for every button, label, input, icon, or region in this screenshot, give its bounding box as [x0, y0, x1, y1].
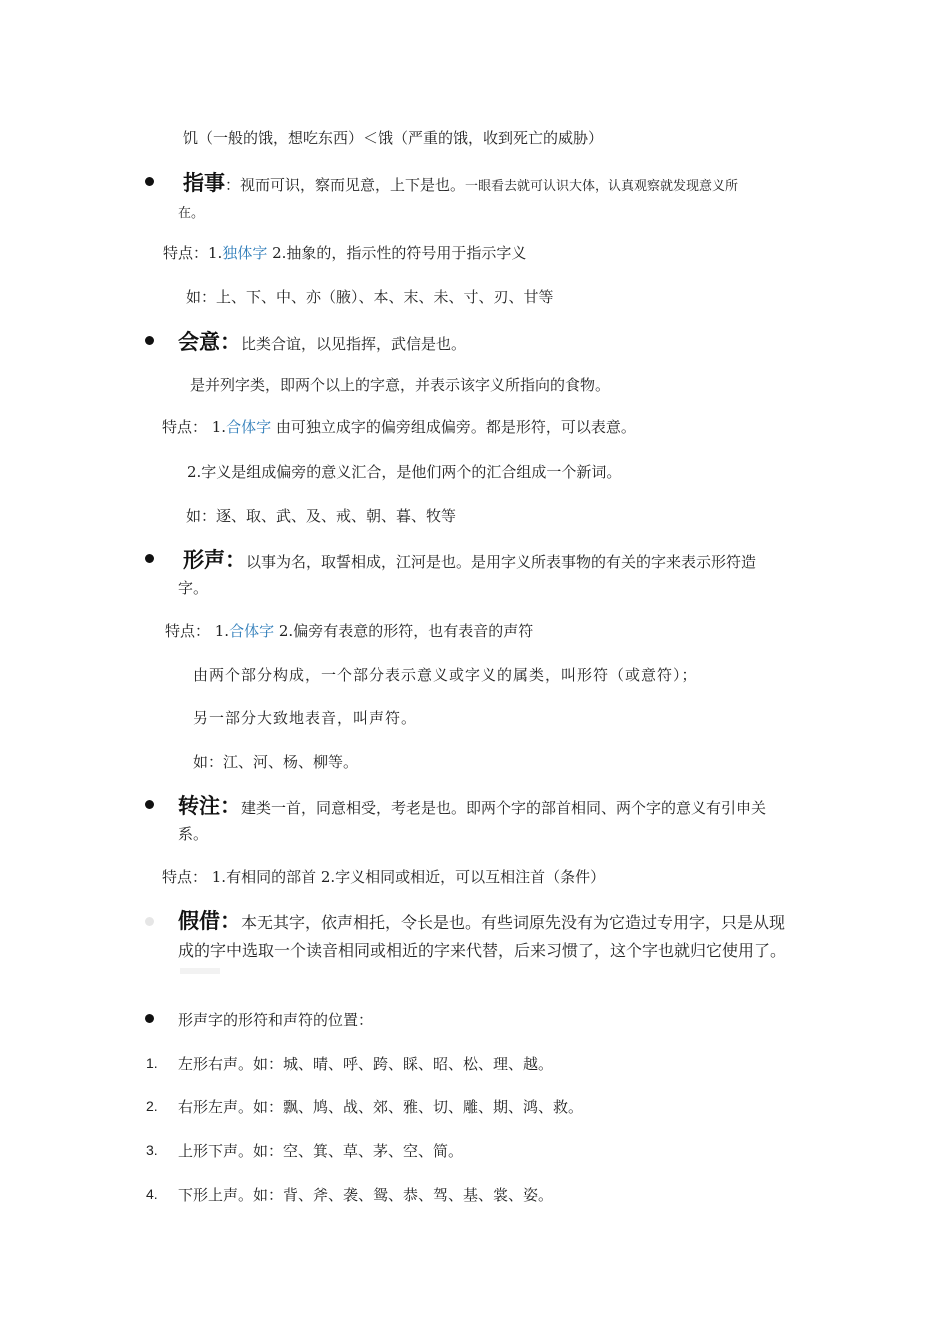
- xingsheng-heading: [183, 544, 756, 574]
- xingsheng-examples: 如：江、河、杨、柳等。: [193, 753, 359, 771]
- xingsheng-title: 形声：: [183, 548, 246, 572]
- feature-highlight: 合体字: [229, 622, 275, 640]
- feature-prefix: 特点： 1.: [165, 622, 230, 640]
- jiajie-heading: [178, 905, 785, 935]
- zhishi-definition: ：视而可识，察而见意，上下是也。: [225, 176, 466, 194]
- position-header: 形声字的形符和声符的位置：: [178, 1011, 374, 1029]
- xingsheng-definition-continued: 字。: [178, 579, 209, 597]
- huiyi-features: [162, 416, 636, 437]
- zhishi-note-continued: 在。: [178, 206, 205, 221]
- zhishi-features: [163, 242, 526, 263]
- feature-rest: 由可独立成字的偏旁组成偏旁。都是形符，可以表意。: [271, 418, 636, 436]
- zhuanzhu-title: 转注：: [178, 794, 241, 818]
- faint-mark: [180, 968, 220, 974]
- zhuanzhu-definition-continued: 系。: [178, 825, 209, 843]
- list-number: 2.: [146, 1098, 158, 1114]
- feature-prefix: 特点：1.: [163, 244, 223, 262]
- list-number: 1.: [146, 1055, 158, 1071]
- huiyi-definition: 比类合谊，以见指挥，武信是也。: [241, 335, 467, 353]
- bullet-icon: [145, 1014, 154, 1023]
- jiajie-title: 假借：: [178, 909, 241, 933]
- feature-highlight: 合体字: [226, 418, 272, 436]
- huiyi-title: 会意：: [178, 330, 241, 354]
- xingsheng-description-2: 另一部分大致地表音，叫声符。: [193, 709, 418, 727]
- list-item: 下形上声。如：背、斧、袭、鸳、恭、驾、基、裳、姿。: [178, 1186, 554, 1204]
- feature-highlight: 独体字: [222, 244, 268, 262]
- list-number: 4.: [146, 1186, 158, 1202]
- zhishi-heading: [183, 167, 738, 197]
- ji-line: 饥（一般的饿，想吃东西）＜饿（严重的饿，收到死亡的威胁）: [183, 129, 604, 147]
- zhishi-title: 指事: [183, 171, 225, 195]
- bullet-icon: [145, 177, 154, 186]
- zhuanzhu-features: 特点： 1.有相同的部首 2.字义相同或相近，可以互相注首（条件）: [162, 868, 606, 886]
- bullet-icon: [145, 554, 154, 563]
- zhuanzhu-heading: [178, 790, 766, 820]
- bullet-icon: [145, 336, 154, 345]
- xingsheng-features: [165, 620, 533, 641]
- huiyi-feature-2: 2.字义是组成偏旁的意义汇合，是他们两个的汇合组成一个新词。: [187, 463, 622, 481]
- xingsheng-description-1: 由两个部分构成，一个部分表示意义或字义的属类，叫形符（或意符）；: [193, 666, 698, 684]
- bullet-icon: [145, 800, 154, 809]
- list-item: 上形下声。如：空、箕、草、茅、空、简。: [178, 1142, 464, 1160]
- zhishi-note: 一眼看去就可认识大体，认真观察就发现意义所: [465, 179, 739, 194]
- bullet-icon: [145, 917, 154, 926]
- list-number: 3.: [146, 1142, 158, 1158]
- feature-rest: 2.抽象的，指示性的符号用于指示字义: [267, 244, 527, 262]
- feature-prefix: 特点： 1.: [162, 418, 227, 436]
- huiyi-examples: 如：逐、取、武、及、戒、朝、暮、牧等: [186, 507, 457, 525]
- xingsheng-definition: 以事为名，取誓相成，江河是也。是用字义所表事物的有关的字来表示形符造: [246, 553, 757, 571]
- zhuanzhu-definition: 建类一首，同意相受，考老是也。即两个字的部首相同、两个字的意义有引申关: [241, 799, 767, 817]
- list-item: 左形右声。如：城、晴、呼、跨、睬、昭、松、理、越。: [178, 1055, 554, 1073]
- jiajie-definition-continued: 成的字中选取一个读音相同或相近的字来代替，后来习惯了，这个字也就归它使用了。: [178, 941, 787, 960]
- jiajie-definition: 本无其字，依声相托，令长是也。有些词原先没有为它造过专用字，只是从现: [241, 913, 786, 932]
- list-item: 右形左声。如：飘、鸠、战、郊、雅、切、雕、期、鸿、救。: [178, 1098, 584, 1116]
- zhishi-examples: 如：上、下、中、亦（腋）、本、末、未、寸、刃、甘等: [186, 288, 554, 306]
- huiyi-heading: [178, 326, 466, 356]
- huiyi-description: 是并列字类，即两个以上的字意，并表示该字义所指向的食物。: [190, 376, 611, 394]
- feature-rest: 2.偏旁有表意的形符，也有表音的声符: [274, 622, 534, 640]
